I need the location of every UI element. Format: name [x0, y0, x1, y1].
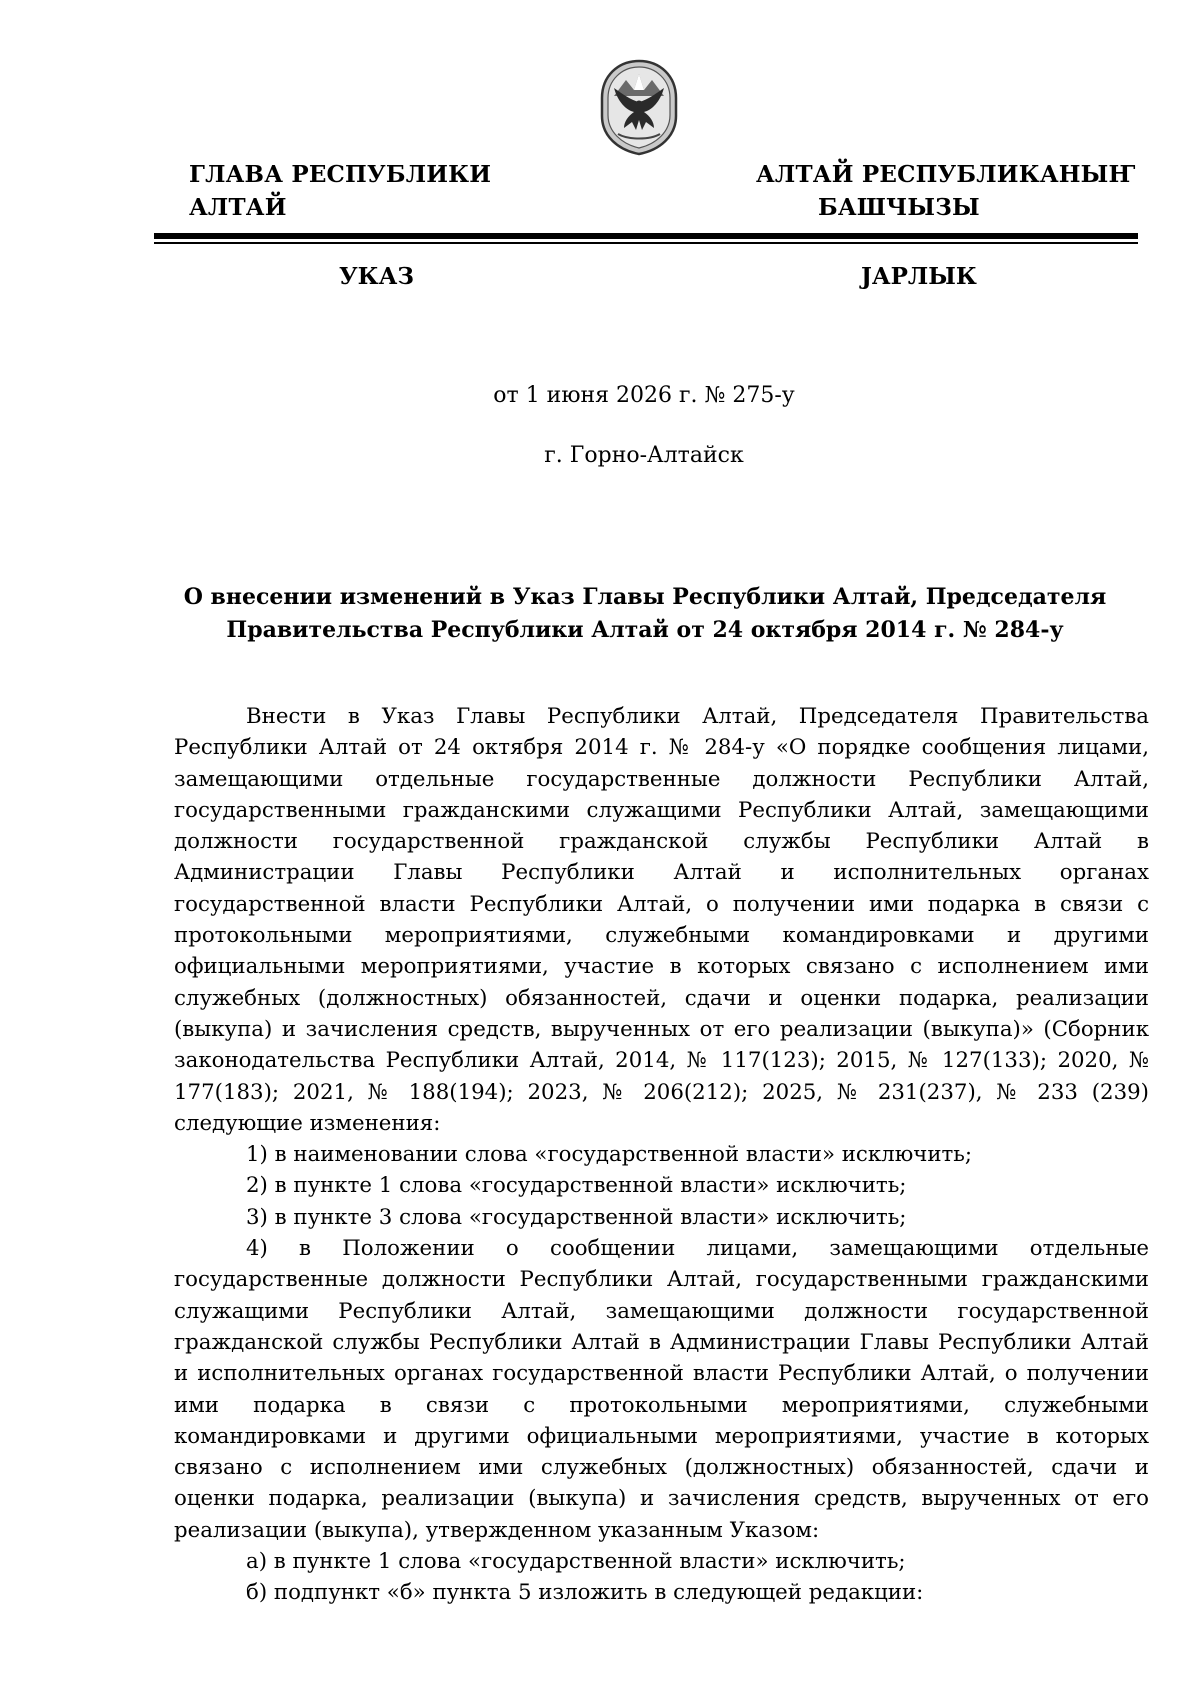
body-subitem-b: б) подпункт «б» пункта 5 изложить в следующей редакции: [246, 1580, 924, 1606]
issuer-title-altai [756, 158, 1156, 224]
decree-body [174, 701, 1149, 1609]
issuer-title-altai-line2: БАШЧЫЗЫ [818, 194, 980, 221]
body-subitem-a: а) в пункте 1 слова «государственной власти» исключить; [246, 1549, 906, 1575]
body-intro-paragraph: Внести в Указ Главы Республики Алтай, Председателя Правительства Республики Алтай от 24 октября 2014 г. № 284-у «О порядке сообщения лицами, замещающими отдельные государственные должности Республики Алтай, государственными гражданскими служащими Республики Алтай, замещающими должности государственной гражданской службы Республики Алтай в Администрации Главы Республики Алтай и исполнительных органах государственной власти Республики Алтай, о получении ими подарка в связи с протокольными мероприятиями, служебными командировками и другими официальными мероприятиями, участие в которых связано с исполнением ими служебных (должностных) обязанностей, сдачи и оценки подарка, реализации (выкупа) и зачисления средств, вырученных от его реализации (выкупа)» (Сборник законодательства Республики Алтай, 2014, № 117(123); 2015, № 127(133); 2020, № 177(183); 2021, № 188(194); 2023, № 206(212); 2025, № 231(237), № 233 (239) следующие изменения: [174, 704, 1149, 1136]
decree-title [170, 581, 1120, 647]
body-item-3: 3) в пункте 3 слова «государственной власти» исключить; [246, 1204, 907, 1230]
body-item-1: 1) в наименовании слова «государственной власти» исключить; [246, 1142, 973, 1168]
decree-city: г. Горно-Алтайск [544, 443, 744, 468]
header-divider-thick [154, 233, 1138, 239]
coat-of-arms-icon [598, 58, 680, 156]
decree-date-number: от 1 июня 2026 г. № 275-у [493, 383, 795, 408]
header-divider-thin [154, 242, 1138, 244]
decree-title-line2: Правительства Республики Алтай от 24 октября 2014 г. № 284-у [226, 617, 1064, 643]
issuer-title-altai-line1: АЛТАЙ РЕСПУБЛИКАНЫҤ [756, 161, 1136, 188]
body-item-2: 2) в пункте 1 слова «государственной власти» исключить; [246, 1173, 907, 1199]
issuer-title-russian: ГЛАВА РЕСПУБЛИКИ АЛТАЙ [189, 161, 492, 221]
body-item-4: 4) в Положении о сообщении лицами, замещающими отдельные государственные должности Республики Алтай, государственными гражданскими служащими Республики Алтай, замещающими должности государственной гражданской службы Республики Алтай в Администрации Главы Республики Алтай и исполнительных органах государственной власти Республики Алтай, о получении ими подарка в связи с протокольными мероприятиями, служебными командировками и другими официальными мероприятиями, участие в которых связано с исполнением ими служебных (должностных) обязанностей, сдачи и оценки подарка, реализации (выкупа) и зачисления средств, вырученных от его реализации (выкупа), утвержденном указанным Указом: [174, 1236, 1149, 1543]
doc-type-altai: ЈАРЛЫК [861, 263, 977, 290]
decree-title-line1: О внесении изменений в Указ Главы Республики Алтай, Председателя [183, 584, 1107, 610]
doc-type-russian: УКАЗ [339, 263, 414, 290]
